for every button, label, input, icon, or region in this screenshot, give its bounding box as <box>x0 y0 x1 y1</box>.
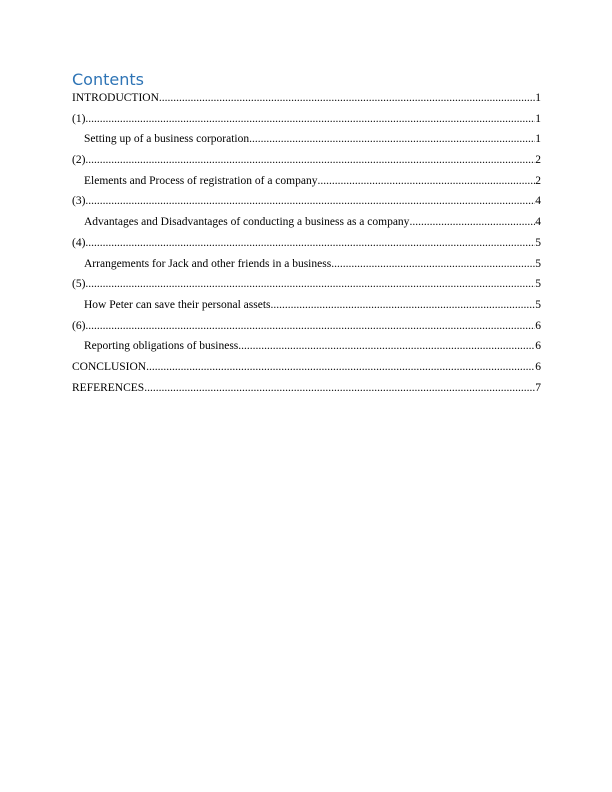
toc-dot-leader <box>317 175 535 187</box>
toc-entry-label: (1) <box>72 112 86 125</box>
toc-entry-page-number: 5 <box>535 236 541 249</box>
toc-entry-page-number: 6 <box>535 360 541 373</box>
toc-entry-label: Advantages and Disadvantages of conducting a business as a company <box>84 216 410 229</box>
toc-dot-leader <box>85 320 535 332</box>
toc-entry-label: (6) <box>72 319 86 332</box>
document-page <box>72 68 541 402</box>
toc-dot-leader <box>271 299 536 311</box>
toc-entry-label: Reporting obligations of business <box>84 340 239 353</box>
toc-entry-page-number: 6 <box>535 319 541 332</box>
toc-entry[interactable] <box>72 361 541 382</box>
toc-dot-leader <box>85 113 535 125</box>
toc-entry[interactable] <box>72 320 541 341</box>
toc-dot-leader <box>159 92 535 104</box>
toc-entry-page-number: 4 <box>535 216 541 229</box>
toc-entry[interactable] <box>72 216 541 237</box>
toc-dot-leader <box>249 133 535 145</box>
toc-dot-leader <box>85 278 535 290</box>
toc-dot-leader <box>85 154 535 166</box>
toc-entry-page-number: 6 <box>535 340 541 353</box>
toc-dot-leader <box>85 195 535 207</box>
toc-entry-page-number: 1 <box>535 92 541 104</box>
toc-entry-page-number: 2 <box>535 174 541 187</box>
toc-heading: Contents <box>72 70 144 89</box>
toc-entry-page-number: 2 <box>535 154 541 167</box>
toc-entry-label: How Peter can save their personal assets <box>84 298 271 311</box>
toc-entry[interactable] <box>72 154 541 175</box>
toc-entry[interactable] <box>72 340 541 361</box>
toc-entry[interactable] <box>72 299 541 320</box>
toc-dot-leader <box>85 237 535 249</box>
toc-entry-label: Elements and Process of registration of a company <box>84 174 318 187</box>
toc-entry[interactable] <box>72 258 541 279</box>
toc-entry-label: Setting up of a business corporation <box>84 133 250 146</box>
toc-entry-label: CONCLUSION <box>72 360 147 373</box>
toc-entry-page-number: 5 <box>535 278 541 291</box>
toc-entry[interactable] <box>72 175 541 196</box>
toc-entry[interactable] <box>72 382 541 403</box>
toc-entry-page-number: 4 <box>535 195 541 208</box>
toc-entry[interactable] <box>72 92 541 113</box>
toc-list <box>72 92 541 402</box>
toc-entry[interactable] <box>72 237 541 258</box>
toc-entry-label: (4) <box>72 236 86 249</box>
toc-entry[interactable] <box>72 278 541 299</box>
toc-entry-label: (2) <box>72 154 86 167</box>
toc-entry-page-number: 5 <box>535 298 541 311</box>
toc-dot-leader <box>144 382 535 394</box>
toc-entry-page-number: 5 <box>535 257 541 270</box>
toc-entry[interactable] <box>72 133 541 154</box>
toc-entry-page-number: 1 <box>535 133 541 146</box>
toc-dot-leader <box>331 258 535 270</box>
toc-entry-label: REFERENCES <box>72 381 145 394</box>
toc-dot-leader <box>409 216 535 228</box>
toc-dot-leader <box>146 361 535 373</box>
toc-dot-leader <box>238 340 535 352</box>
toc-entry-label: (5) <box>72 278 86 291</box>
toc-entry-label: (3) <box>72 195 86 208</box>
toc-entry[interactable] <box>72 113 541 134</box>
toc-entry-label: INTRODUCTION <box>72 92 159 104</box>
toc-entry[interactable] <box>72 195 541 216</box>
toc-entry-page-number: 7 <box>535 381 541 394</box>
toc-entry-page-number: 1 <box>535 112 541 125</box>
toc-entry-label: Arrangements for Jack and other friends in a business <box>84 257 332 270</box>
